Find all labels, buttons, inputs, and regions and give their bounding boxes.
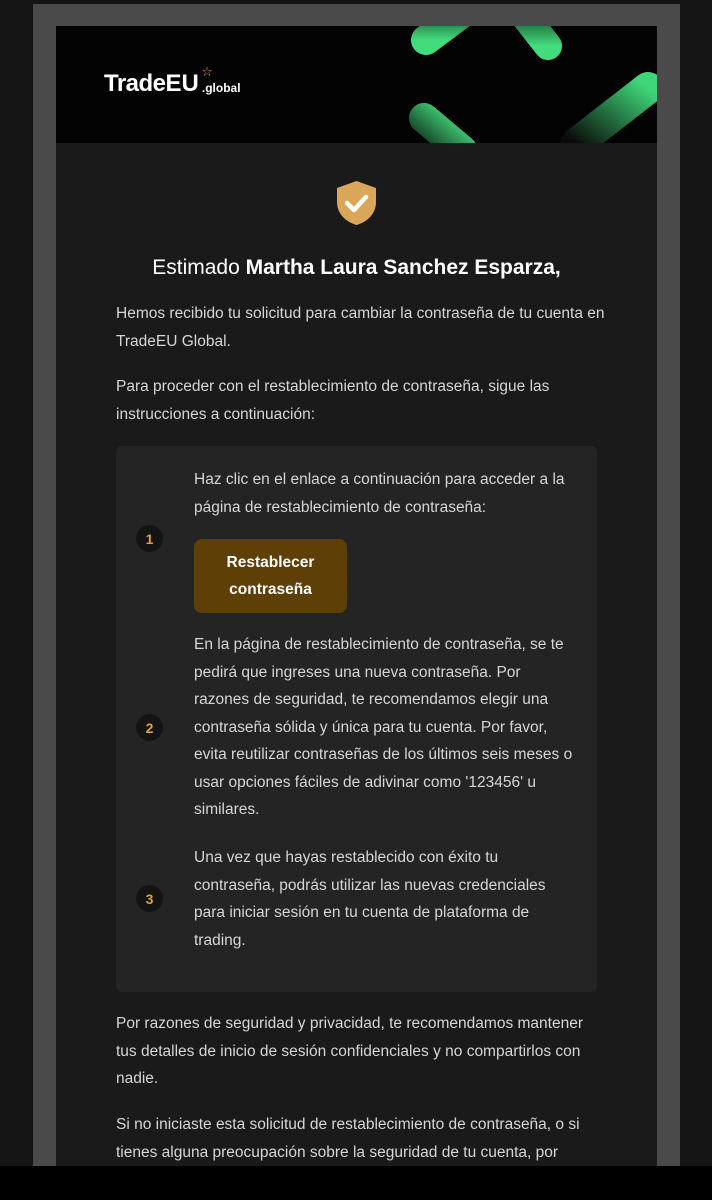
closing-paragraph: Si no iniciaste esta solicitud de restablecimiento de contraseña, o si tienes alguna preocupación sobre la seguridad de tu cuenta, por — [116, 1116, 580, 1161]
logo-eu-label: EU — [165, 70, 199, 97]
step-number-1: 1 — [136, 525, 163, 552]
email-header — [56, 26, 657, 143]
step-1-text: Haz clic en el enlace a continuación para acceder a la página de restablecimiento de contraseña: — [194, 471, 565, 516]
logo-eu-text — [165, 64, 213, 98]
step-number-3: 3 — [136, 885, 163, 912]
tradeeu-logo — [104, 64, 241, 98]
header-star-graphic — [286, 26, 657, 143]
email-body — [56, 26, 657, 1166]
steps-panel — [116, 446, 597, 992]
logo-trade-text: Trade — [104, 70, 166, 97]
step-number-2: 2 — [136, 714, 163, 741]
greeting-heading — [56, 256, 657, 280]
instructions-paragraph: Para proceder con el restablecimiento de contraseña, sigue las instrucciones a continuación: — [116, 378, 550, 423]
step-2-text: En la página de restablecimiento de contraseña, se te pedirá que ingreses una nueva contraseña. Por razones de seguridad, te recomendamos elegir una contraseña sólida y única para tu cuenta. Por favor, evita reutilizar contraseñas de los últimos seis meses o usar opciones fáciles de adivinar como '123456' u similares. — [194, 636, 573, 818]
step-3-text: Una vez que hayas restablecido con éxito tu contraseña, podrás utilizar las nuevas credenciales para iniciar sesión en tu cuenta de plataforma de trading. — [194, 849, 546, 949]
recipient-name: Martha Laura Sanchez Esparza, — [245, 256, 561, 279]
security-paragraph: Por razones de seguridad y privacidad, te recomendamos mantener tus detalles de inicio de sesión confidenciales y no compartirlos con nadie. — [116, 1015, 583, 1087]
bottom-bar — [0, 1166, 712, 1200]
greeting-prefix: Estimado — [152, 256, 246, 279]
reset-password-button[interactable]: Restablecer contraseña — [194, 539, 347, 613]
intro-paragraph: Hemos recibido tu solicitud para cambiar la contraseña de tu cuenta en TradeEU Global. — [116, 305, 605, 350]
logo-global-text: .global — [201, 81, 241, 95]
star-icon: ☆ — [201, 64, 213, 79]
shield-check-icon — [334, 179, 379, 227]
